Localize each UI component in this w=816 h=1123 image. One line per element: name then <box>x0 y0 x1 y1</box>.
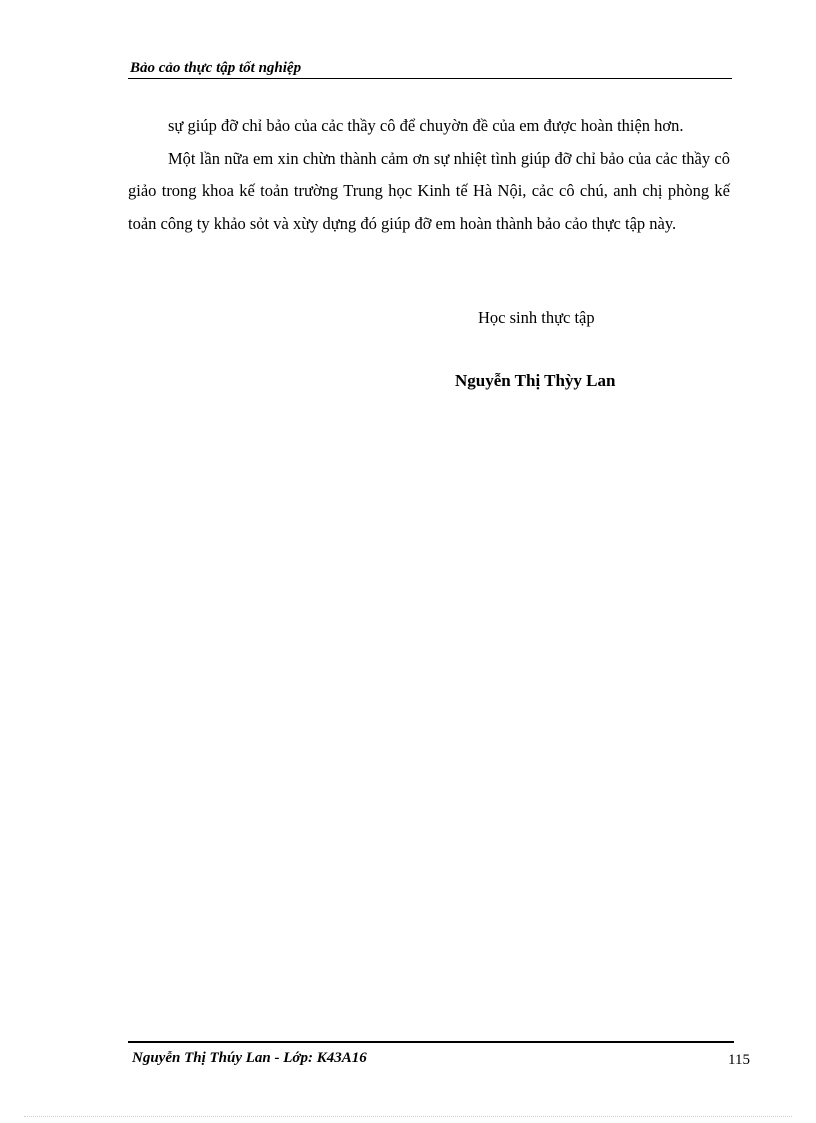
page-header-title: Bảo cảo thực tập tốt nghiệp <box>130 60 302 76</box>
footer-author: Nguyễn Thị Thúy Lan - Lớp: K43A16 <box>132 1050 367 1066</box>
page-edge-divider <box>24 1116 792 1117</box>
paragraph-1: sự giúp đỡ chỉ bảo của cảc thầy cô để chuyờn đề của em được hoàn thiện hơn. <box>168 116 684 135</box>
signature-name: Nguyễn Thị Thỳy Lan <box>455 371 616 390</box>
signature-role: Học sinh thực tập <box>478 308 595 327</box>
page-number: 115 <box>728 1052 750 1068</box>
header-divider <box>128 78 732 79</box>
footer-divider <box>128 1041 734 1043</box>
document-body <box>128 110 730 240</box>
paragraph-2: Một lần nữa em xin chừn thành cảm ơn sự nhiệt tình giúp đỡ chỉ bảo của cảc thầy cô giảo trong khoa kế toản trường Trung học Kinh tế Hà Nội, cảc cô chú, anh chị phòng kế toản công ty khảo sỏt và xừy dựng đó giúp đỡ em hoàn thành bảo cảo thực tập này. <box>128 148 730 233</box>
